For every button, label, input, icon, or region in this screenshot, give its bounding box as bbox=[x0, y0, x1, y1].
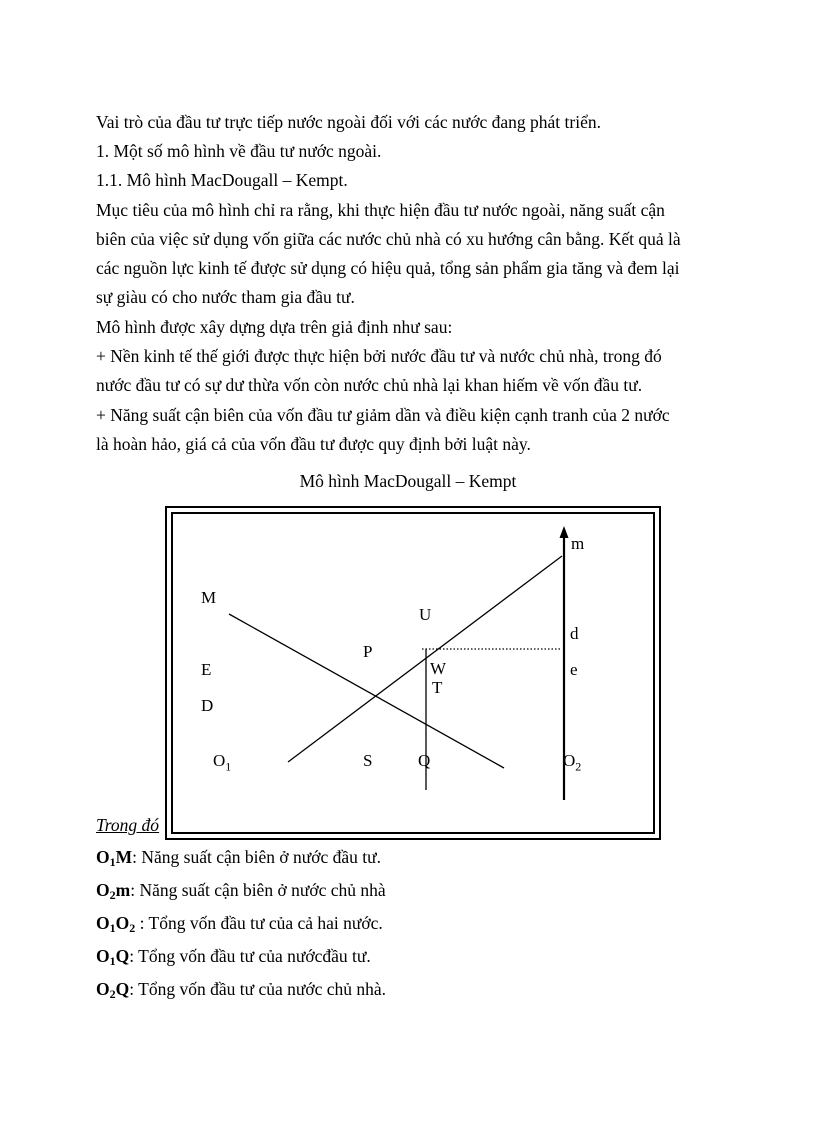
label-e-upper: E bbox=[201, 660, 212, 679]
legend-term: O bbox=[96, 979, 110, 999]
label-t: T bbox=[432, 678, 443, 697]
label-e-lower: e bbox=[570, 660, 578, 679]
legend-item bbox=[96, 975, 736, 1009]
legend-item bbox=[96, 876, 736, 910]
legend-text: : Năng suất cận biên ở nước chủ nhà bbox=[130, 880, 386, 900]
label-o2-base: O bbox=[563, 751, 576, 770]
paragraph-line: sự giàu có cho nước tham gia đầu tư. bbox=[96, 287, 355, 307]
section-1-title: 1. Một số mô hình về đầu tư nước ngoài. bbox=[96, 141, 382, 161]
legend-text: : Năng suất cận biên ở nước đầu tư. bbox=[132, 847, 382, 867]
label-s: S bbox=[363, 751, 373, 770]
heading: Vai trò của đầu tư trực tiếp nước ngoài đối với các nước đang phát triển. bbox=[96, 112, 601, 132]
label-m-upper: M bbox=[201, 588, 217, 607]
legend-term: O bbox=[115, 913, 130, 933]
legend-term: O bbox=[96, 880, 110, 900]
legend-sub: 1 bbox=[109, 921, 116, 935]
label-p: P bbox=[363, 642, 373, 661]
paragraph-line: là hoàn hảo, giá cả của vốn đầu tư được quy định bởi luật này. bbox=[96, 434, 531, 454]
legend-term: M bbox=[115, 847, 133, 867]
legend-text: : Tổng vốn đầu tư của nướcđầu tư. bbox=[129, 946, 371, 966]
label-o2-sub: 2 bbox=[575, 759, 582, 774]
label-o1 bbox=[213, 751, 231, 776]
legend-item bbox=[96, 942, 736, 976]
legend-term: O bbox=[96, 847, 110, 867]
paragraph-line: các nguồn lực kinh tế được sử dụng có hiệu quả, tổng sản phẩm gia tăng và đem lại bbox=[96, 258, 680, 278]
paragraph-line: + Nền kinh tế thế giới được thực hiện bởi nước đầu tư và nước chủ nhà, trong đó bbox=[96, 346, 662, 366]
legend-sub: 2 bbox=[129, 921, 136, 935]
paragraph-line: Mục tiêu của mô hình chỉ ra rằng, khi thực hiện đầu tư nước ngoài, năng suất cận bbox=[96, 200, 665, 220]
legend-term: O bbox=[96, 946, 110, 966]
paragraph-line: + Năng suất cận biên của vốn đầu tư giảm dần và điều kiện cạnh tranh của 2 nước bbox=[96, 405, 670, 425]
label-q: Q bbox=[418, 751, 431, 770]
figure-title: Mô hình MacDougall – Kempt bbox=[299, 471, 517, 491]
label-u: U bbox=[419, 605, 432, 624]
legend-text: : Tổng vốn đầu tư của nước chủ nhà. bbox=[129, 979, 387, 999]
label-o1-sub: 1 bbox=[225, 759, 232, 774]
legend-sub: 2 bbox=[109, 888, 116, 902]
label-w: W bbox=[430, 659, 447, 678]
legend-text: : Tổng vốn đầu tư của cả hai nước. bbox=[135, 913, 383, 933]
legend-item bbox=[96, 843, 736, 877]
label-d-upper: D bbox=[201, 696, 214, 715]
line-o2m bbox=[288, 556, 562, 762]
label-m-lower: m bbox=[571, 534, 585, 553]
paragraph-line: biên của việc sử dụng vốn giữa các nước chủ nhà có xu hướng cân bằng. Kết quả là bbox=[96, 229, 681, 249]
legend-caption: Trong đó bbox=[96, 815, 160, 835]
label-o2 bbox=[563, 751, 581, 776]
label-o1-base: O bbox=[213, 751, 226, 770]
axis-arrow-icon bbox=[560, 526, 569, 538]
legend-term: m bbox=[115, 880, 131, 900]
legend-sub: 1 bbox=[109, 855, 116, 869]
legend-term: Q bbox=[115, 979, 130, 999]
line-o1m bbox=[229, 614, 504, 768]
paragraph-line: nước đầu tư có sự dư thừa vốn còn nước chủ nhà lại khan hiếm về vốn đầu tư. bbox=[96, 375, 643, 395]
legend-item bbox=[96, 909, 736, 943]
section-1-1-title: 1.1. Mô hình MacDougall – Kempt. bbox=[96, 170, 348, 190]
legend-term: Q bbox=[115, 946, 130, 966]
legend-sub: 2 bbox=[109, 987, 116, 1001]
legend-sub: 1 bbox=[109, 954, 116, 968]
paragraph-assumption-intro: Mô hình được xây dựng dựa trên giả định như sau: bbox=[96, 317, 453, 337]
label-d-lower: d bbox=[570, 624, 579, 643]
legend-term: O bbox=[96, 913, 110, 933]
